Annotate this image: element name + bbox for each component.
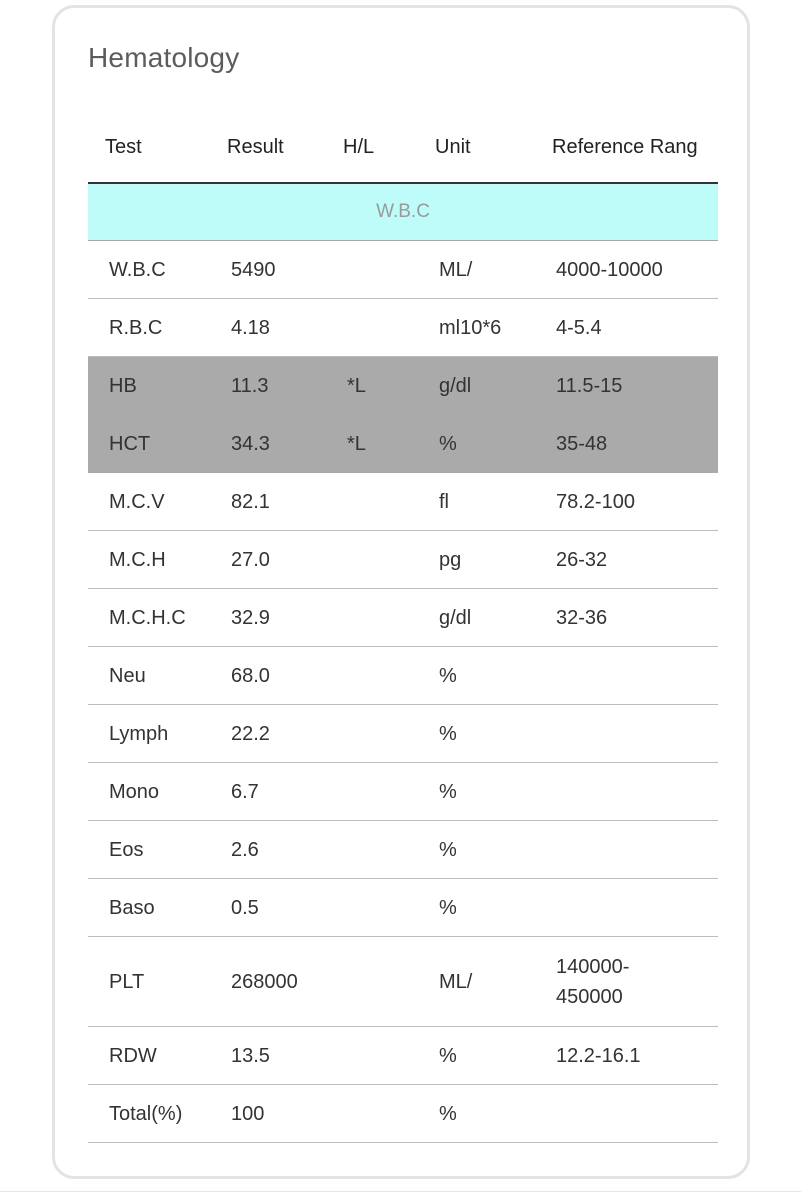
cell-result: 32.9	[231, 606, 270, 629]
table-row	[88, 473, 718, 531]
cell-test: HCT	[109, 433, 151, 455]
cell-result: 100	[231, 1102, 265, 1125]
cell-test: Eos	[109, 838, 144, 861]
cell-test: M.C.V	[109, 490, 165, 513]
table-row	[88, 1085, 718, 1143]
table-row	[88, 589, 718, 647]
cell-result: 27.0	[231, 548, 270, 571]
card-title: Hematology	[88, 42, 240, 73]
cell-test: RDW	[109, 1044, 157, 1067]
table-row	[88, 937, 718, 1027]
cell-unit: ml10*6	[439, 316, 502, 339]
cell-test: Mono	[109, 780, 160, 803]
table-row	[88, 299, 718, 357]
cell-test: Total(%)	[109, 1102, 183, 1125]
section-header-wbc: W.B.C	[88, 184, 718, 241]
table-row	[88, 763, 718, 821]
cell-hl-flag: *L	[347, 375, 366, 397]
cell-unit: %	[439, 722, 457, 745]
cell-reference: 78.2-100	[556, 490, 635, 513]
cell-result: 6.7	[231, 780, 259, 803]
cell-reference: 12.2-16.1	[556, 1044, 641, 1067]
cell-test: Lymph	[109, 722, 169, 745]
cell-unit: pg	[439, 548, 462, 571]
cell-test: W.B.C	[109, 258, 166, 281]
cell-unit: ML/	[439, 258, 473, 281]
cell-reference	[535, 952, 718, 1012]
cell-result: 268000	[231, 970, 298, 993]
cell-unit: ML/	[439, 970, 473, 993]
cell-result: 82.1	[231, 490, 270, 513]
table-row	[88, 647, 718, 705]
table-row	[88, 821, 718, 879]
cell-reference: 4000-10000	[556, 258, 663, 281]
table-row	[88, 415, 718, 473]
results-table	[88, 112, 718, 1143]
cell-unit: %	[439, 664, 457, 687]
cell-reference: 35-48	[556, 433, 608, 455]
header-unit: Unit	[435, 135, 471, 158]
cell-result: 68.0	[231, 664, 270, 687]
cell-result: 34.3	[231, 433, 270, 455]
header-hl: H/L	[343, 135, 375, 158]
cell-test: HB	[109, 375, 137, 397]
table-row	[88, 531, 718, 589]
table-row	[88, 705, 718, 763]
cell-result: 13.5	[231, 1044, 270, 1067]
cell-result: 2.6	[231, 838, 259, 861]
table-header	[88, 112, 718, 184]
cell-result: 11.3	[231, 375, 269, 397]
cell-hl-flag: *L	[347, 433, 366, 455]
cell-unit: g/dl	[439, 375, 472, 397]
header-result: Result	[227, 135, 284, 158]
table-row	[88, 241, 718, 299]
cell-unit: %	[439, 838, 457, 861]
cell-test: Baso	[109, 896, 155, 919]
cell-test: Neu	[109, 664, 146, 687]
table-body	[88, 241, 718, 1143]
cell-result: 4.18	[231, 316, 270, 339]
page-divider	[0, 1191, 801, 1192]
cell-reference: 32-36	[556, 606, 608, 629]
cell-reference: 4-5.4	[556, 316, 602, 339]
table-row	[88, 1027, 718, 1085]
cell-unit: %	[439, 1044, 457, 1067]
cell-unit: %	[439, 1102, 457, 1125]
cell-unit: fl	[439, 490, 449, 513]
cell-test: PLT	[109, 970, 145, 993]
cell-result: 0.5	[231, 896, 259, 919]
cell-result: 5490	[231, 258, 276, 281]
cell-reference: 26-32	[556, 548, 608, 571]
table-row	[88, 357, 718, 415]
cell-test: M.C.H	[109, 548, 166, 571]
table-row	[88, 879, 718, 937]
cell-reference: 11.5-15	[556, 375, 623, 397]
reference-range-text: 140000- 450000	[556, 955, 630, 1008]
cell-unit: g/dl	[439, 606, 472, 629]
header-test: Test	[105, 135, 142, 158]
cell-result: 22.2	[231, 722, 270, 745]
cell-test: M.C.H.C	[109, 606, 186, 629]
cell-unit: %	[439, 433, 457, 455]
cell-unit: %	[439, 896, 457, 919]
cell-unit: %	[439, 780, 457, 803]
header-reference: Reference Rang	[552, 135, 698, 158]
cell-test: R.B.C	[109, 316, 163, 339]
